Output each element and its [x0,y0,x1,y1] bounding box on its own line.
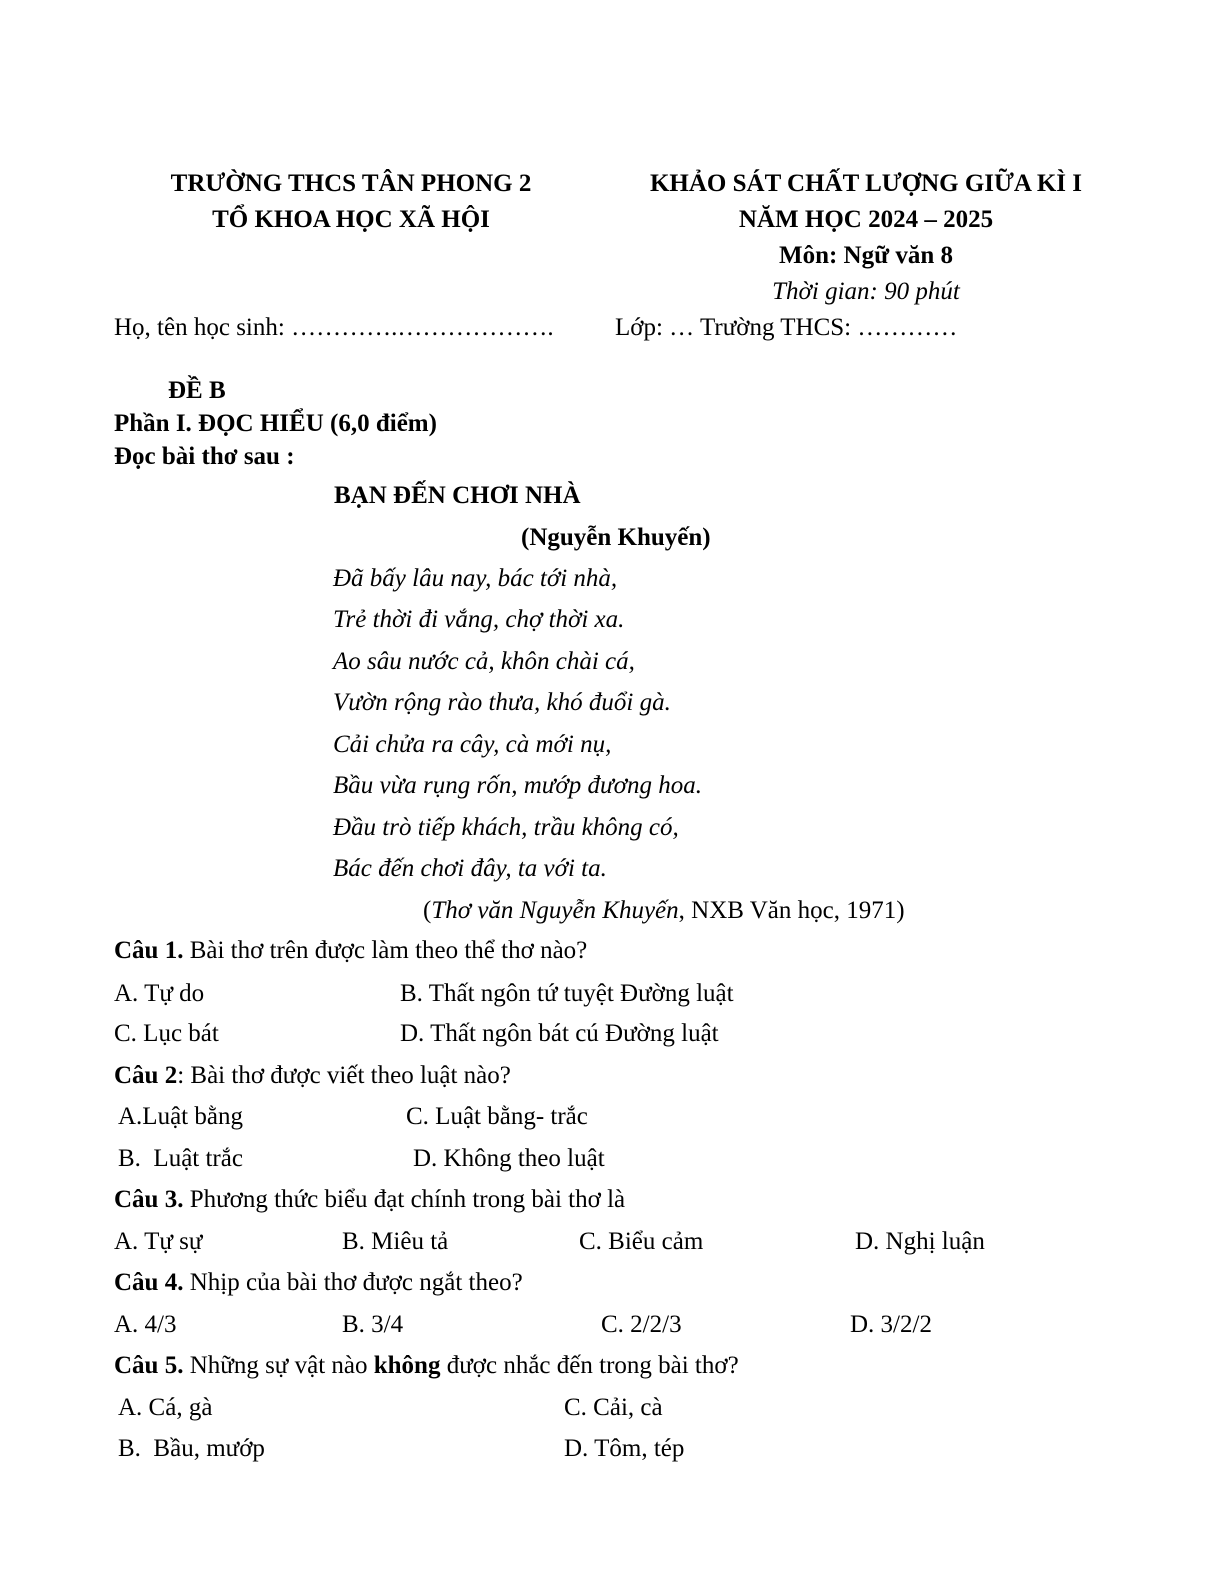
q3-option-a: A. Tự sự [114,1228,203,1255]
poem-line: Đã bấy lâu nay, bác tới nhà, [333,565,618,592]
poem-line: Bầu vừa rụng rốn, mướp đương hoa. [333,772,702,799]
question-1: Câu 1. Bài thơ trên được làm theo thể thơ nào? [114,937,588,964]
q4-option-b: B. 3/4 [342,1311,404,1338]
q1-option-c: C. Lục bát [114,1020,219,1047]
poem-line: Đầu trò tiếp khách, trầu không có, [333,814,679,841]
exam-code: ĐỀ B [168,377,226,404]
q1-option-a: A. Tự do [114,980,205,1007]
q3-option-c: C. Biểu cảm [579,1228,704,1255]
q4-option-c: C. 2/2/3 [601,1311,682,1338]
q5-option-a: A. Cá, gà [118,1394,213,1421]
part1-heading: Phần I. ĐỌC HIỂU (6,0 điểm) [114,410,437,437]
exam-title: KHẢO SÁT CHẤT LƯỢNG GIỮA KÌ I [649,170,1083,197]
q5-option-c: C. Cải, cà [564,1394,663,1421]
part1-instruction: Đọc bài thơ sau : [114,443,295,470]
q5-option-d: D. Tôm, tép [564,1435,685,1462]
q2-option-c: C. Luật bằng- trắc [406,1103,588,1130]
poem-line: Ao sâu nước cả, khôn chài cá, [333,648,635,675]
question-3: Câu 3. Phương thức biểu đạt chính trong bài thơ là [114,1186,626,1213]
school-year: NĂM HỌC 2024 – 2025 [738,206,994,233]
question-5: Câu 5. Những sự vật nào không được nhắc đến trong bài thơ? [114,1352,739,1379]
poem-author: (Nguyễn Khuyến) [521,524,711,551]
poem-line: Cải chửa ra cây, cà mới nụ, [333,731,612,758]
q1-option-b: B. Thất ngôn tứ tuyệt Đường luật [400,980,734,1007]
class-school-field: Lớp: … Trường THCS: ………… [615,314,958,341]
q3-option-d: D. Nghị luận [855,1228,985,1255]
poem-line: Trẻ thời đi vắng, chợ thời xa. [333,606,625,633]
poem-line: Bác đến chơi đây, ta với ta. [333,855,607,882]
q2-option-a: A.Luật bằng [118,1103,243,1130]
poem-title: BẠN ĐẾN CHƠI NHÀ [334,482,581,509]
q1-option-d: D. Thất ngôn bát cú Đường luật [400,1020,719,1047]
q4-option-d: D. 3/2/2 [850,1311,932,1338]
student-name-field: Họ, tên học sinh: ………….………………. [114,314,554,341]
department-name: TỔ KHOA HỌC XÃ HỘI [212,206,490,233]
poem-source: (Thơ văn Nguyễn Khuyến, NXB Văn học, 1971) [423,897,905,924]
question-2: Câu 2: Bài thơ được viết theo luật nào? [114,1062,511,1089]
question-4: Câu 4. Nhịp của bài thơ được ngắt theo? [114,1269,523,1296]
q5-option-b: B. Bầu, mướp [118,1435,265,1462]
q3-option-b: B. Miêu tả [342,1228,449,1255]
subject: Môn: Ngữ văn 8 [778,242,954,269]
school-name: TRƯỜNG THCS TÂN PHONG 2 [170,170,532,197]
duration: Thời gian: 90 phút [772,278,960,305]
q2-option-d: D. Không theo luật [413,1145,605,1172]
poem-line: Vườn rộng rào thưa, khó đuổi gà. [333,689,671,716]
q4-option-a: A. 4/3 [114,1311,177,1338]
q2-option-b: B. Luật trắc [118,1145,243,1172]
